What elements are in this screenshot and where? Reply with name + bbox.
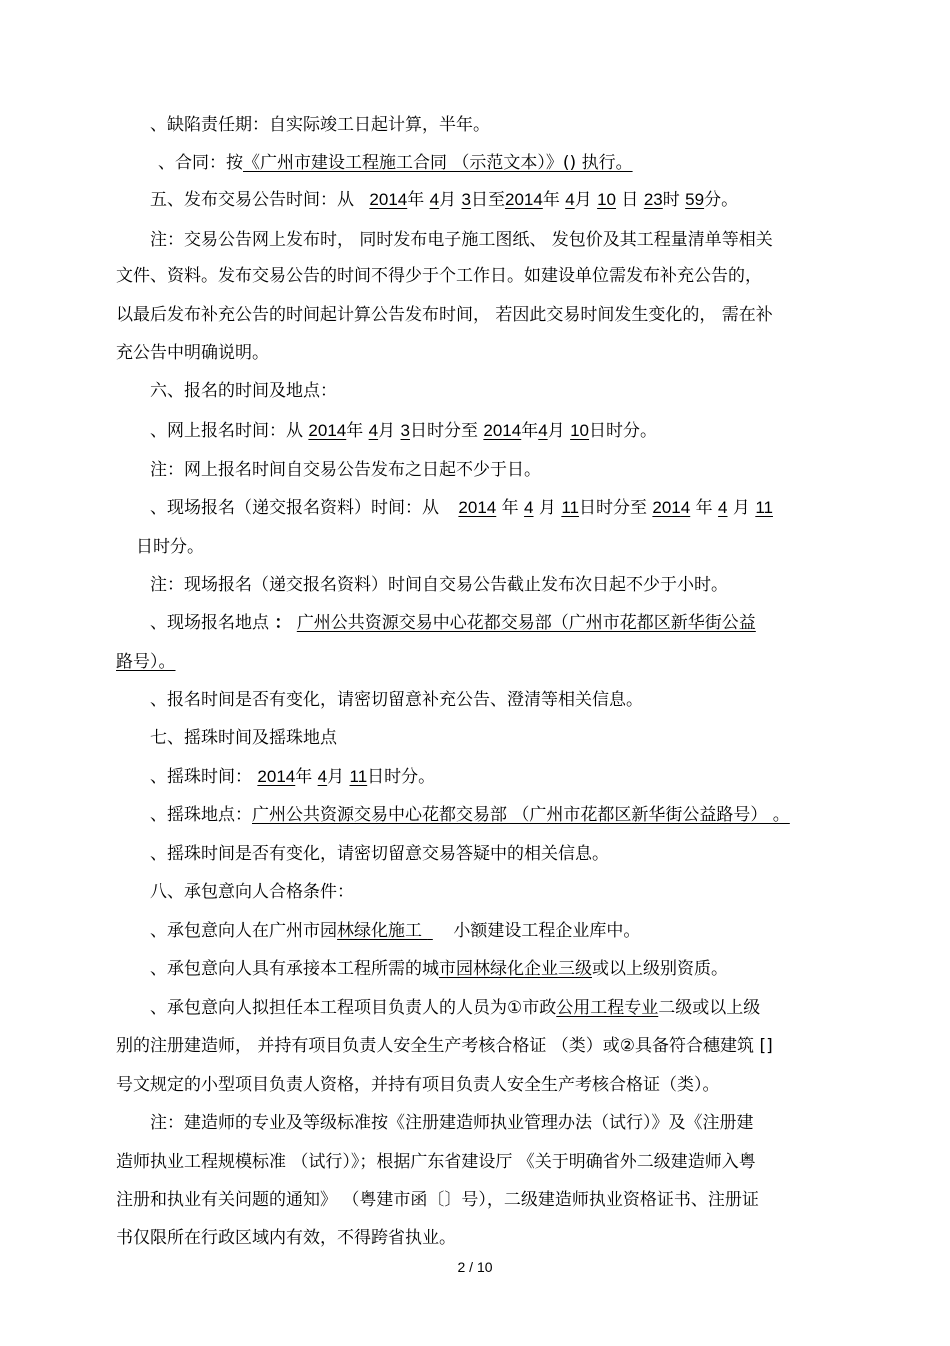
text-span: 月 xyxy=(732,498,750,518)
month-value: 4 xyxy=(429,190,440,209)
text-span: 日时分至 xyxy=(409,421,478,441)
text-line xyxy=(150,497,773,519)
underlined-text: 公用工程专业 xyxy=(556,998,659,1018)
text-line xyxy=(150,420,657,442)
text-span: 、网上报名时间：从 xyxy=(150,421,303,441)
text-span: 、现场报名（递交报名资料）时间：从 xyxy=(150,498,439,518)
text-span: 年 xyxy=(295,767,313,787)
text-span: 五、发布交易公告时间：从 xyxy=(150,190,354,210)
text-line: 注：建造师的专业及等级标准按《注册建造师执业管理办法（试行）》及《注册建 xyxy=(150,1113,754,1133)
text-span: 月 xyxy=(538,498,556,518)
year-value: 2014 xyxy=(504,190,543,209)
text-line: 号文规定的小型项目负责人资格，并持有项目负责人安全生产考核合格证（类）。 xyxy=(116,1075,720,1095)
underlined-text: 广州公共资源交易中心花都交易部（广州市花都区新华街公益 xyxy=(296,613,756,633)
text-line: 文件、资料。发布交易公告的时间不得少于个工作日。如建设单位需发布补充公告的， xyxy=(116,266,762,286)
underlined-text: 路号）。 xyxy=(116,652,176,672)
month-value: 4 xyxy=(524,498,534,517)
text-line: 、缺陷责任期：自实际竣工日起计算，半年。 xyxy=(150,115,490,135)
underlined-text: 市园林绿化企业三级 xyxy=(439,959,592,979)
month-value: 4 xyxy=(565,190,575,209)
month-value: 4 xyxy=(317,767,328,786)
text-span: 月 xyxy=(439,190,457,210)
day-value: 10 xyxy=(570,421,590,440)
text-span: 时 xyxy=(662,190,680,210)
text-span: 、摇珠时间： xyxy=(150,767,252,787)
text-span: 日至 xyxy=(470,190,505,210)
text-line xyxy=(150,920,640,942)
year-value: 2014 xyxy=(369,190,408,209)
text-line: 、报名时间是否有变化，请密切留意补充公告、澄清等相关信息。 xyxy=(150,690,643,710)
text-span: 小额建设工程企业库中。 xyxy=(453,921,641,941)
text-span: 日 xyxy=(621,190,639,210)
day-value: 11 xyxy=(755,498,773,517)
blank-underline xyxy=(427,920,453,942)
text-line: 日时分。 xyxy=(136,537,204,557)
underlined-text: 广州公共资源交易中心花都交易部 （广州市花都区新华街公益路号） 。 xyxy=(252,805,790,825)
text-line: 注：交易公告网上发布时， 同时发布电子施工图纸、 发包价及其工程量清单等相关 xyxy=(150,230,773,250)
text-line xyxy=(150,997,760,1019)
text-line xyxy=(150,958,728,980)
day-value: 11 xyxy=(349,767,368,786)
year-value: 2014 xyxy=(458,498,497,517)
text-line: 注：现场报名（递交报名资料）时间自交易公告截止发布次日起不少于小时。 xyxy=(150,575,728,595)
year-value: 2014 xyxy=(652,498,691,517)
text-span: 、承包意向人拟担任本工程项目负责人的人员为①市政 xyxy=(150,998,557,1018)
text-line: 造师执业工程规模标准 （试行）》；根据广东省建设厅 《关于明确省外二级建造师入粤 xyxy=(116,1152,756,1172)
day-value: 10 xyxy=(597,190,617,209)
hour-value: 23 xyxy=(643,190,663,209)
text-span: 年 xyxy=(521,421,539,441)
section-heading: 六、报名的时间及地点： xyxy=(150,381,337,401)
month-value: 4 xyxy=(718,498,728,517)
year-value: 2014 xyxy=(308,421,347,440)
text-span: 、摇珠地点： xyxy=(150,805,252,825)
text-span: 年 xyxy=(501,498,519,518)
text-line xyxy=(150,612,756,634)
text-line: 、摇珠时间是否有变化，请密切留意交易答疑中的相关信息。 xyxy=(150,844,609,864)
text-span: 月 xyxy=(327,767,345,787)
month-value: 4 xyxy=(538,421,548,440)
text-line xyxy=(158,152,633,174)
section-heading: 七、摇珠时间及摇珠地点 xyxy=(150,728,337,748)
month-value: 4 xyxy=(368,421,379,440)
text-span: 月 xyxy=(547,421,565,441)
day-value: 3 xyxy=(461,190,471,209)
minute-value: 59 xyxy=(685,190,705,209)
day-value: 3 xyxy=(400,421,410,440)
underlined-text: 林绿化施工 xyxy=(337,921,428,941)
text-span: 年 xyxy=(407,190,425,210)
text-span: 年 xyxy=(695,498,713,518)
text-line: 注：网上报名时间自交易公告发布之日起不少于日。 xyxy=(150,460,541,480)
page-number: 2 / 10 xyxy=(457,1259,493,1275)
year-value: 2014 xyxy=(483,421,522,440)
text-span: 、承包意向人具有承接本工程所需的城 xyxy=(150,959,439,979)
text-span: 日时分至 xyxy=(578,498,647,518)
text-span: 日时分。 xyxy=(589,421,658,441)
section-heading: 八、承包意向人合格条件： xyxy=(150,882,354,902)
text-line: 注册和执业有关问题的通知》 （粤建市函〔〕号），二级建造师执业资格证书、注册证 xyxy=(116,1190,759,1210)
day-value: 11 xyxy=(561,498,579,517)
text-span: 、合同：按 xyxy=(158,153,243,173)
text-span: 或以上级别资质。 xyxy=(592,959,728,979)
text-line: 书仅限所在行政区域内有效，不得跨省执业。 xyxy=(116,1228,456,1248)
text-span: 年 xyxy=(542,190,560,210)
text-line: 充公告中明确说明。 xyxy=(116,343,269,363)
text-span: 月 xyxy=(378,421,396,441)
text-line xyxy=(150,189,738,211)
year-value: 2014 xyxy=(257,767,296,786)
text-line xyxy=(150,804,790,826)
text-span: 二级或以上级 xyxy=(658,998,761,1018)
text-span: 年 xyxy=(346,421,364,441)
text-line: 别的注册建造师， 并持有项目负责人安全生产考核合格证 （类）或②具备符合穗建筑 [] xyxy=(116,1036,773,1056)
text-span: 分。 xyxy=(704,190,739,210)
text-span: ： xyxy=(274,613,292,633)
text-line xyxy=(116,651,176,673)
text-span: 日时分。 xyxy=(367,767,436,787)
text-span: 、承包意向人在广州市园 xyxy=(150,921,337,941)
text-line: 以最后发布补充公告的时间起计算公告发布时间， 若因此交易时间发生变化的， 需在补 xyxy=(116,305,773,325)
text-span: 月 xyxy=(574,190,592,210)
text-span: 、现场报名地点 xyxy=(150,613,269,633)
underlined-text: 《广州市建设工程施工合同 （示范文本）》() 执行。 xyxy=(243,153,633,173)
text-line xyxy=(150,766,435,788)
